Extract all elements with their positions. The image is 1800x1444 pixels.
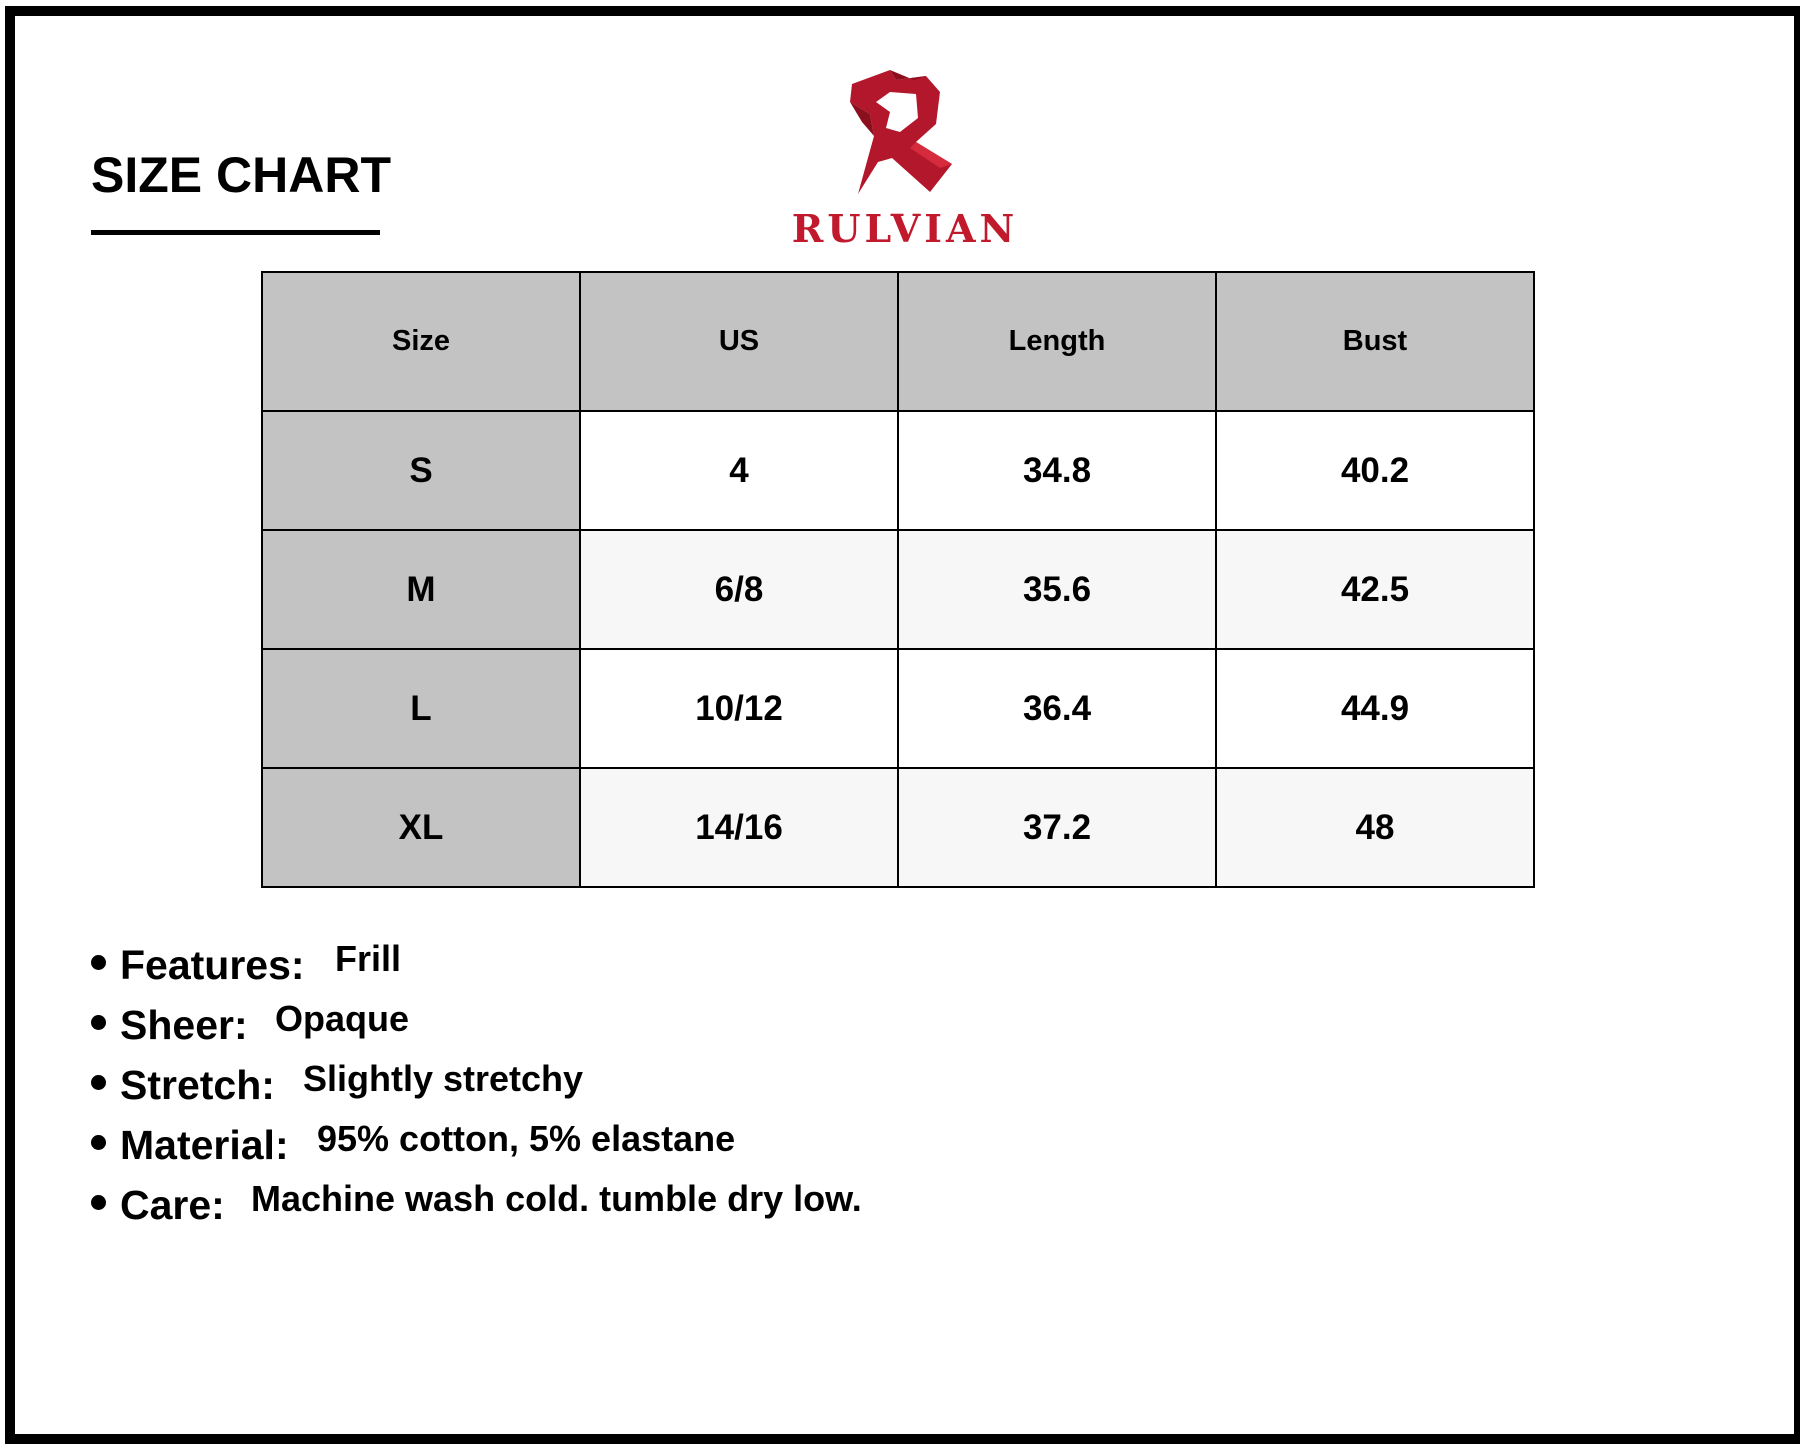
cell-us: 6/8 bbox=[580, 530, 898, 649]
column-header-us: US bbox=[580, 272, 898, 411]
spec-label: Material: bbox=[120, 1122, 289, 1168]
title-underline bbox=[91, 230, 380, 235]
cell-us: 14/16 bbox=[580, 768, 898, 887]
rulvian-logo-icon bbox=[830, 62, 980, 202]
cell-size: M bbox=[262, 530, 580, 649]
column-header-size: Size bbox=[262, 272, 580, 411]
cell-length: 35.6 bbox=[898, 530, 1216, 649]
cell-bust: 40.2 bbox=[1216, 411, 1534, 530]
cell-bust: 48 bbox=[1216, 768, 1534, 887]
cell-size: XL bbox=[262, 768, 580, 887]
table-row bbox=[262, 649, 1534, 768]
page-title: SIZE CHART bbox=[91, 147, 391, 203]
bullet-icon bbox=[91, 1195, 106, 1210]
cell-bust: 42.5 bbox=[1216, 530, 1534, 649]
column-header-length: Length bbox=[898, 272, 1216, 411]
bullet-icon bbox=[91, 1015, 106, 1030]
brand-name: RULVIAN bbox=[791, 206, 1019, 251]
size-table bbox=[261, 271, 1535, 888]
spec-value: Opaque bbox=[275, 998, 410, 1039]
spec-label: Sheer: bbox=[120, 1002, 248, 1048]
spec-value: Machine wash cold. tumble dry low. bbox=[251, 1178, 862, 1219]
cell-length: 34.8 bbox=[898, 411, 1216, 530]
spec-value: 95% cotton, 5% elastane bbox=[317, 1118, 736, 1159]
cell-length: 37.2 bbox=[898, 768, 1216, 887]
table-row bbox=[262, 411, 1534, 530]
bullet-icon bbox=[91, 1135, 106, 1150]
cell-us: 4 bbox=[580, 411, 898, 530]
bullet-icon bbox=[91, 955, 106, 970]
cell-us: 10/12 bbox=[580, 649, 898, 768]
spec-value: Slightly stretchy bbox=[303, 1058, 584, 1099]
table-row bbox=[262, 768, 1534, 887]
bullet-icon bbox=[91, 1075, 106, 1090]
table-header-row bbox=[262, 272, 1534, 411]
cell-size: L bbox=[262, 649, 580, 768]
spec-value: Frill bbox=[335, 938, 402, 979]
spec-label: Stretch: bbox=[120, 1062, 275, 1108]
cell-bust: 44.9 bbox=[1216, 649, 1534, 768]
cell-size: S bbox=[262, 411, 580, 530]
spec-label: Features: bbox=[120, 942, 305, 988]
table-row bbox=[262, 530, 1534, 649]
spec-label: Care: bbox=[120, 1182, 225, 1228]
cell-length: 36.4 bbox=[898, 649, 1216, 768]
column-header-bust: Bust bbox=[1216, 272, 1534, 411]
